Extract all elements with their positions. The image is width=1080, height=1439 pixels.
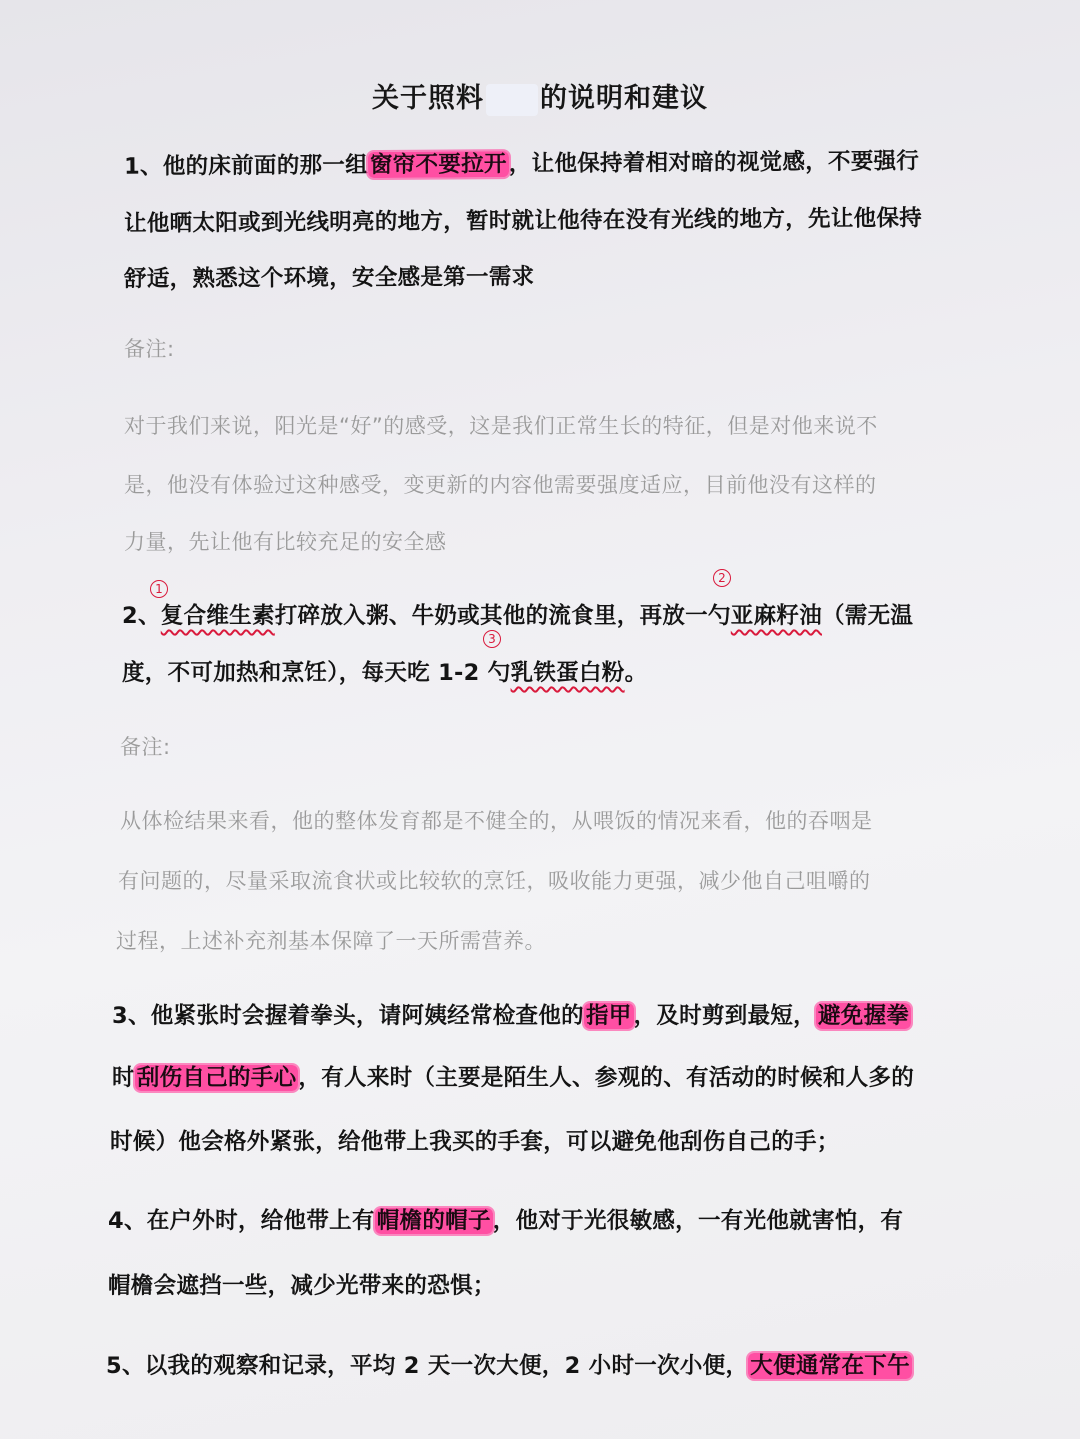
handwritten-mark-2: 2 (713, 569, 731, 587)
highlight-avoid-fist: 避免握拳 (817, 1003, 910, 1029)
section-1-line-2: 让他晒太阳或到光线明亮的地方，暂时就让他待在没有光线的地方，先让他保持 (123, 205, 923, 237)
section-3-line-3: 时候）他会格外紧张，给他带上我买的手套，可以避免他刮伤自己的手； (110, 1129, 840, 1155)
note-1-line-1: 对于我们来说，阳光是“好”的感受，这是我们正常生长的特征，但是对他来说不 (124, 414, 878, 438)
note-2-line-2: 有问题的，尽量采取流食状或比较软的烹饪，吸收能力更强，减少他自己咀嚼的 (118, 869, 871, 893)
title-right: 的说明和建议 (540, 83, 708, 114)
section-2-line-2: 度，不可加热和烹饪），每天吃 1-2 勺乳铁蛋白粉。 (122, 660, 648, 686)
section-3-line-2: 时刮伤自己的手心，有人来时（主要是陌生人、参观的、有活动的时候和人多的 (112, 1065, 915, 1091)
note-1-label: 备注: (124, 337, 175, 361)
note-1-line-3: 力量，先让他有比较充足的安全感 (124, 530, 447, 554)
section-4-line-1: 4、在户外时，给他带上有帽檐的帽子，他对于光很敏感，一有光他就害怕，有 (108, 1208, 904, 1234)
highlight-palm: 刮伤自己的手心 (136, 1065, 297, 1091)
redacted-name (486, 84, 538, 116)
highlight-afternoon: 大便通常在下午 (750, 1353, 910, 1379)
section-1-line-1: 1、他的床前面的那一组窗帘不要拉开，让他保持着相对暗的视觉感，不要强行 (123, 148, 920, 180)
note-2-line-3: 过程，上述补充剂基本保障了一天所需营养。 (116, 929, 546, 953)
note-1-line-2: 是，他没有体验过这种感受，变更新的内容他需要强度适应，目前他没有这样的 (124, 473, 877, 497)
note-2-label: 备注: (120, 735, 171, 759)
section-3-line-1: 3、他紧张时会握着拳头，请阿姨经常检查他的指甲，及时剪到最短，避免握拳 (112, 1003, 910, 1029)
title-left: 关于照料 (372, 83, 484, 114)
note-2-line-1: 从体检结果来看，他的整体发育都是不健全的，从喂饭的情况来看，他的吞咽是 (120, 809, 873, 833)
underline-lactoferrin: 乳铁蛋白粉 (510, 660, 625, 686)
handwritten-mark-3: 3 (483, 630, 501, 648)
section-1-line-3: 舒适，熟悉这个环境，安全感是第一需求 (123, 263, 535, 293)
highlight-nails: 指甲 (585, 1003, 632, 1029)
page-title (0, 76, 1080, 116)
underline-flaxseed-oil: 亚麻籽油 (730, 603, 822, 629)
highlight-curtain: 窗帘不要拉开 (369, 151, 507, 179)
handwritten-mark-1: 1 (150, 580, 168, 598)
section-2-line-1: 2、复合维生素打碎放入粥、牛奶或其他的流食里，再放一勺亚麻籽油（需无温 (122, 603, 914, 629)
section-4-line-2: 帽檐会遮挡一些，减少光带来的恐惧； (108, 1273, 496, 1299)
highlight-brim-hat: 帽檐的帽子 (376, 1208, 491, 1234)
section-5-line-1: 5、以我的观察和记录，平均 2 天一次大便，2 小时一次小便，大便通常在下午 (106, 1353, 910, 1379)
underline-vitamins: 复合维生素 (160, 603, 275, 629)
